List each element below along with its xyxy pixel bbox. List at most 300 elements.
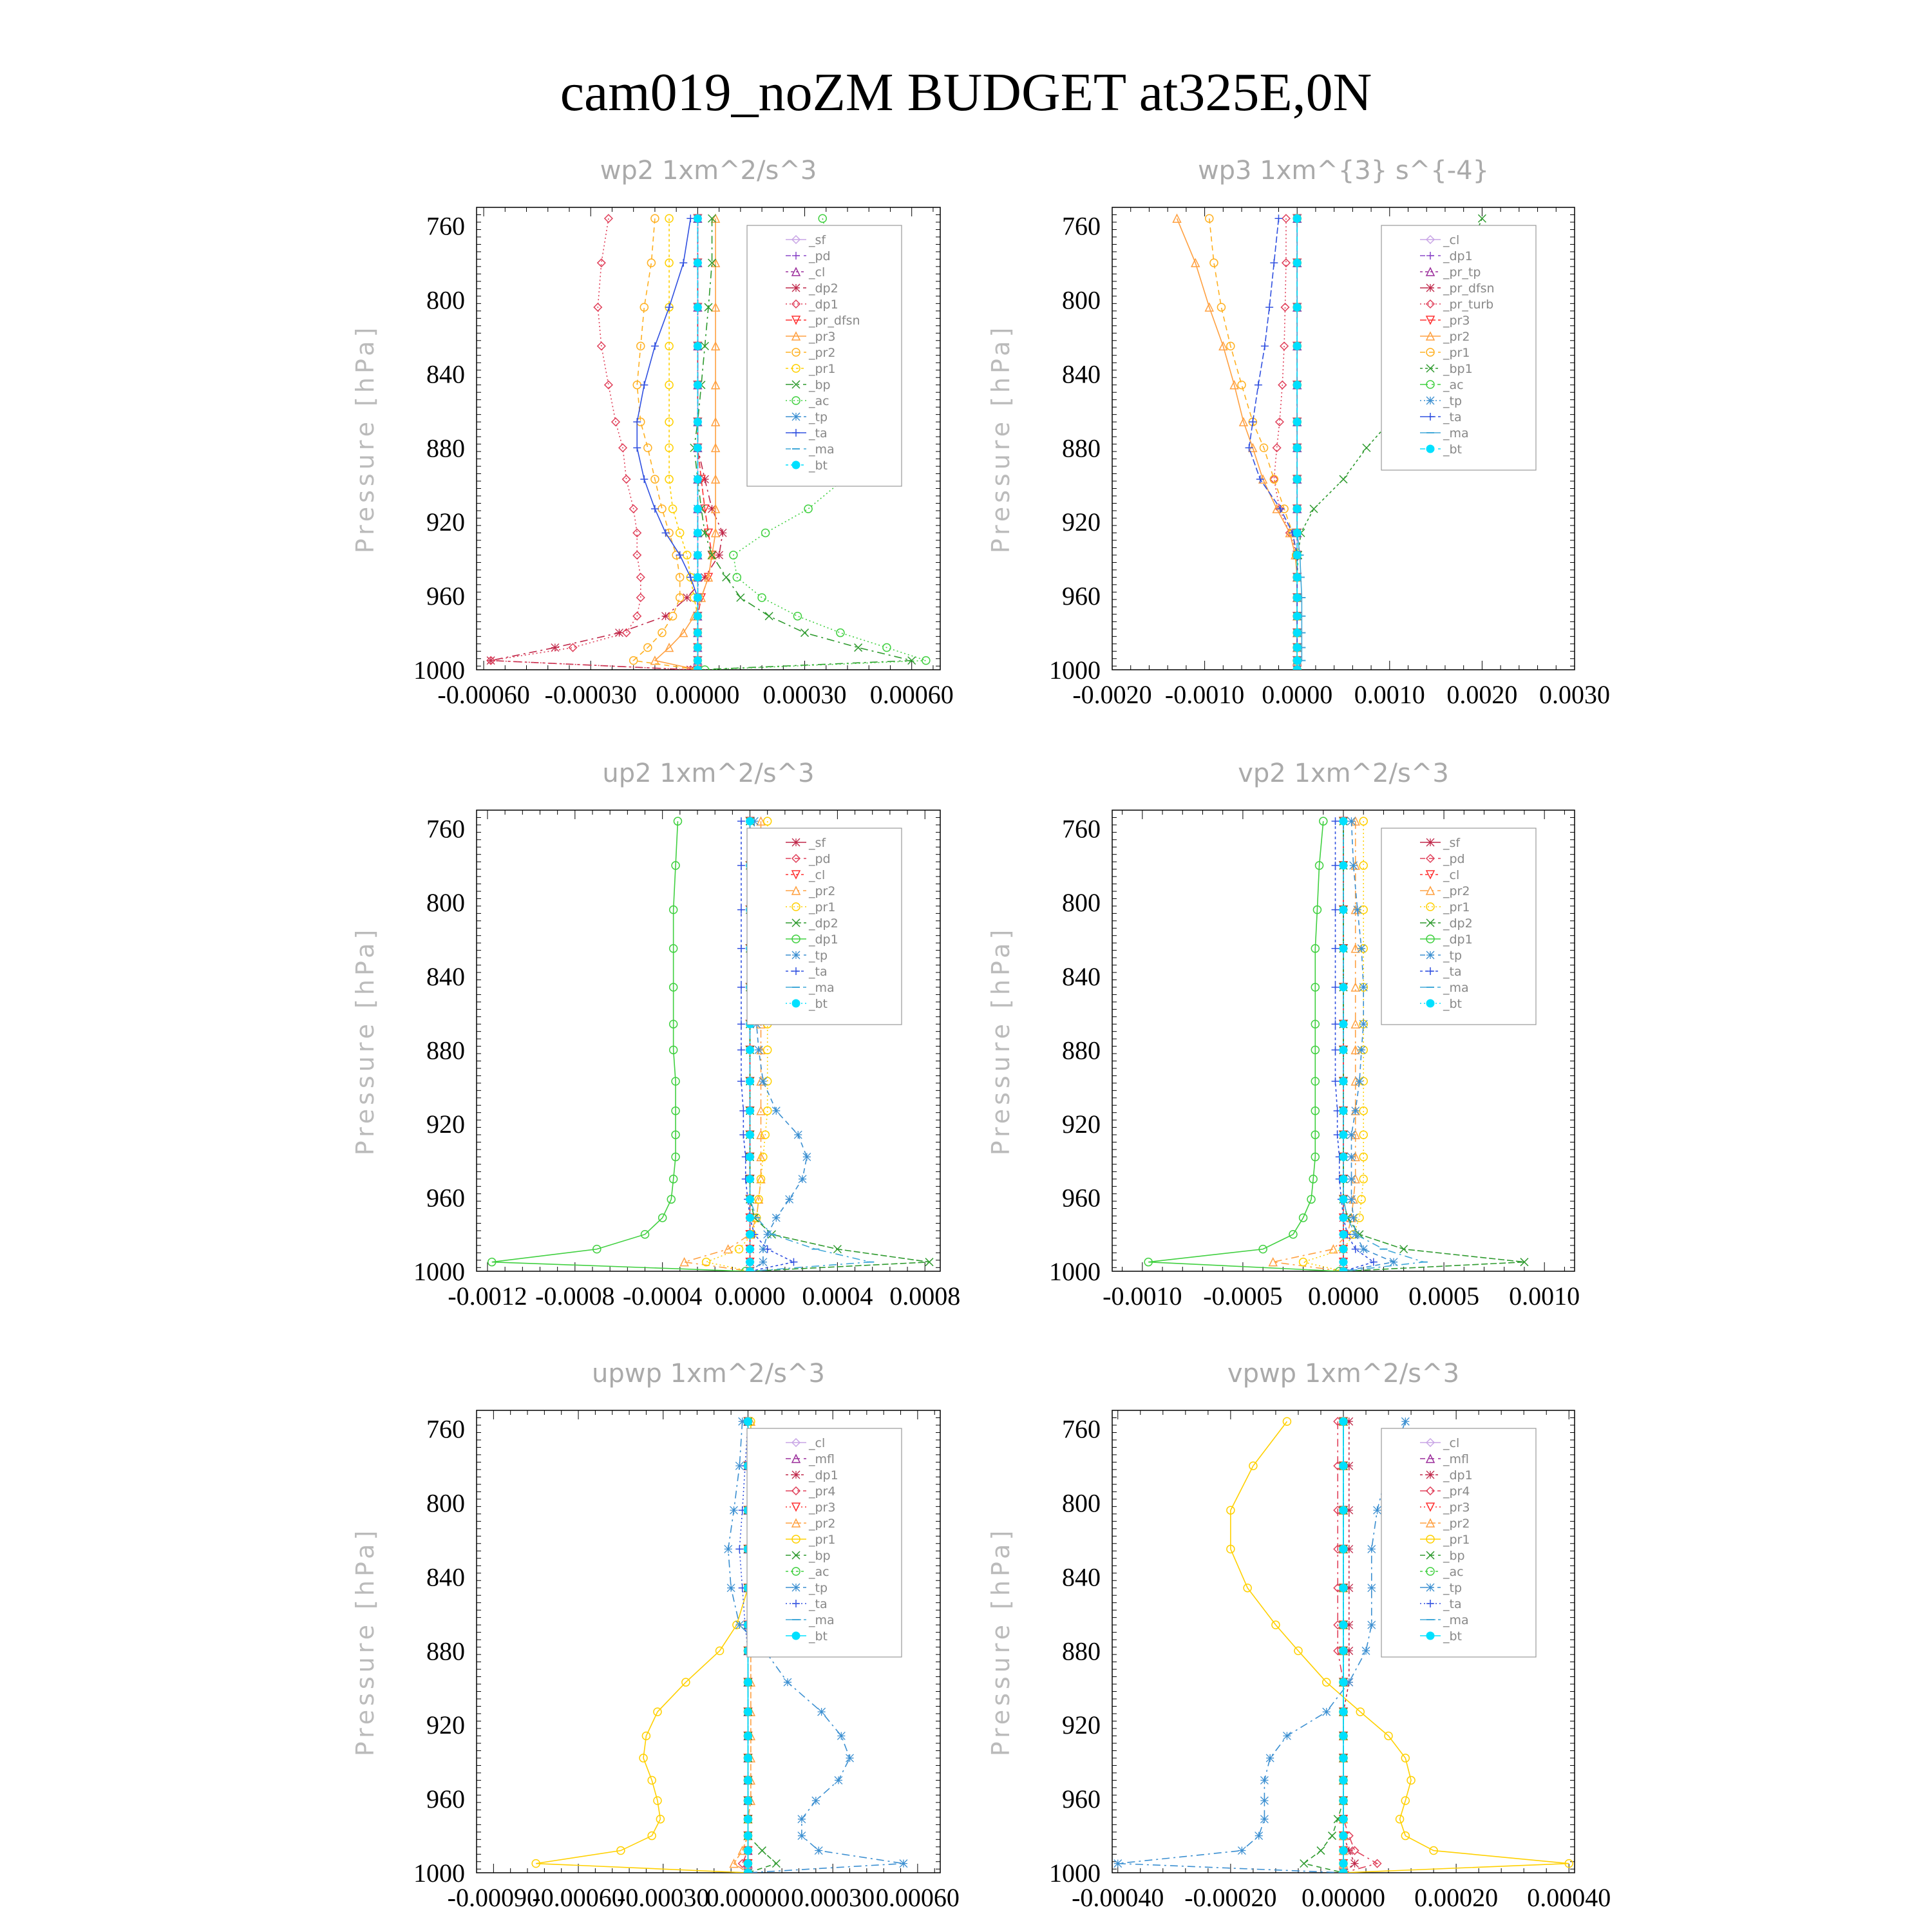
legend-entry: _cl: [1443, 1436, 1460, 1450]
data-point: [1114, 1860, 1122, 1868]
data-point: [1340, 817, 1347, 825]
data-point: [818, 1708, 826, 1716]
data-point: [1352, 1245, 1359, 1253]
data-point: [1340, 1832, 1347, 1840]
data-point: [792, 1584, 800, 1591]
data-point: [1332, 983, 1340, 991]
data-point: [759, 1077, 767, 1085]
data-point: [1310, 505, 1318, 513]
data-point: [744, 1847, 752, 1855]
data-point: [1347, 1131, 1355, 1139]
data-point: [640, 381, 648, 389]
chart-panel-3: [351, 759, 960, 1311]
panel-title: up2 1xm^2/s^3: [602, 759, 815, 788]
data-point: [651, 505, 659, 513]
data-point: [746, 1245, 754, 1253]
legend-entry: _pr3: [1443, 1501, 1470, 1515]
data-point: [1293, 644, 1301, 652]
legend-entry: _ta: [809, 965, 828, 979]
legend-entry: _tp: [1443, 949, 1463, 963]
data-point: [1350, 862, 1358, 869]
x-tick-label: 0.00030: [791, 1883, 875, 1912]
x-tick-label: 0.00000: [1302, 1883, 1385, 1912]
data-point: [1363, 444, 1370, 451]
x-tick-label: -0.0020: [1072, 680, 1152, 709]
y-tick-label: 840: [426, 1562, 465, 1592]
data-point: [662, 612, 670, 620]
y-axis-label: Pressure [hPa]: [351, 1526, 379, 1757]
data-point: [1317, 1847, 1325, 1855]
data-point: [640, 475, 648, 483]
y-tick-label: 960: [1062, 1183, 1101, 1213]
series-line-pr2: [1177, 218, 1298, 670]
data-point: [1340, 945, 1347, 952]
data-point: [746, 1107, 754, 1115]
data-point: [1238, 381, 1245, 389]
data-point: [1362, 1647, 1370, 1654]
y-tick-label: 1000: [413, 656, 465, 685]
legend-entry: _tp: [1443, 1581, 1463, 1595]
y-tick-label: 920: [426, 1710, 465, 1740]
legend-entry: _pr2: [809, 884, 836, 898]
data-point: [1265, 303, 1273, 311]
data-point: [737, 983, 745, 991]
legend-entry: _ma: [1443, 1613, 1469, 1627]
y-axis-label: Pressure [hPa]: [987, 323, 1015, 554]
data-point: [1426, 999, 1434, 1007]
data-point: [1323, 1708, 1331, 1716]
data-point: [1340, 1647, 1347, 1654]
data-point: [1260, 1776, 1268, 1784]
data-point: [1340, 1245, 1347, 1253]
y-axis-label: Pressure [hPa]: [987, 925, 1015, 1156]
y-tick-label: 1000: [1049, 1859, 1101, 1888]
y-tick-label: 920: [1062, 1109, 1101, 1139]
chart-panel-5: [351, 1359, 960, 1912]
data-point: [746, 1131, 754, 1139]
legend-entry: _pr1: [809, 362, 836, 376]
y-axis-label: Pressure [hPa]: [351, 323, 379, 554]
data-point: [1340, 1131, 1347, 1139]
data-point: [801, 629, 809, 637]
x-tick-label: 0.0010: [1509, 1282, 1580, 1311]
legend-entry: _sf: [809, 233, 826, 247]
series-line-pr1: [1303, 821, 1364, 1271]
y-tick-label: 840: [426, 961, 465, 991]
y-tick-label: 880: [426, 433, 465, 463]
data-point: [737, 862, 745, 869]
data-point: [746, 1214, 754, 1222]
y-tick-label: 760: [426, 814, 465, 844]
data-point: [1332, 1020, 1340, 1028]
y-tick-label: 800: [426, 285, 465, 315]
legend-entry: _pd: [809, 249, 831, 263]
data-point: [1293, 214, 1301, 222]
legend-entry: _dp1: [1443, 1468, 1473, 1482]
data-point: [1351, 1860, 1359, 1868]
legend-entry: _pr2: [809, 346, 836, 360]
data-point: [798, 1815, 806, 1823]
x-tick-label: 0.00060: [869, 680, 954, 709]
legend-entry: _ac: [1443, 1565, 1464, 1579]
legend-entry: _pr1: [1443, 900, 1470, 914]
y-tick-label: 880: [1062, 1636, 1101, 1666]
data-point: [794, 1131, 802, 1139]
data-point: [735, 1545, 743, 1553]
legend-entry: _pr_tp: [1443, 265, 1481, 279]
data-point: [1426, 397, 1434, 404]
data-point: [1293, 505, 1301, 513]
data-point: [1358, 945, 1365, 952]
data-point: [804, 505, 812, 513]
data-point: [746, 1077, 754, 1085]
data-point: [1340, 1545, 1347, 1553]
chart-panel-2: [987, 156, 1610, 709]
legend-entry: _pr1: [1443, 1533, 1470, 1547]
x-tick-label: -0.00060: [532, 1883, 625, 1912]
legend-entry: _bt: [809, 1629, 828, 1643]
legend-entry: _dp1: [1443, 249, 1473, 263]
y-axis-label: Pressure [hPa]: [351, 925, 379, 1156]
data-point: [1340, 1847, 1347, 1855]
legend-entry: _pr2: [1443, 330, 1470, 344]
legend-entry: _pr1: [809, 1533, 836, 1547]
y-tick-label: 840: [1062, 359, 1101, 389]
legend-entry: _bt: [1443, 1629, 1463, 1643]
legend-entry: _bp: [1443, 1549, 1465, 1563]
y-tick-label: 960: [1062, 1785, 1101, 1814]
data-point: [1340, 1231, 1347, 1238]
panel-title: wp3 1xm^{3} s^{-4}: [1197, 156, 1490, 185]
data-point: [719, 529, 726, 536]
x-tick-label: 0.0008: [889, 1282, 961, 1311]
data-point: [1340, 1860, 1347, 1868]
legend-entry: _tp: [1443, 394, 1463, 408]
legend-entry: _pr1: [1443, 346, 1470, 360]
data-point: [793, 612, 801, 620]
data-point: [1276, 418, 1283, 426]
data-point: [1340, 475, 1347, 483]
legend-entry: _pr4: [1443, 1484, 1470, 1499]
data-point: [1426, 838, 1434, 846]
data-point: [1293, 666, 1301, 674]
data-point: [1266, 1754, 1274, 1762]
x-tick-label: 0.0004: [802, 1282, 873, 1311]
data-point: [784, 1678, 791, 1686]
y-tick-label: 760: [426, 211, 465, 241]
data-point: [1293, 594, 1301, 601]
data-point: [744, 1732, 752, 1739]
legend-entry: _bt: [809, 997, 828, 1011]
data-point: [737, 1046, 745, 1054]
x-tick-label: -0.00030: [617, 1883, 710, 1912]
data-point: [1332, 945, 1340, 952]
data-point: [846, 1754, 854, 1762]
legend-entry: _ma: [809, 1613, 835, 1627]
legend-entry: _tp: [809, 1581, 828, 1595]
data-point: [1332, 862, 1340, 869]
legend-entry: _pr2: [809, 1517, 836, 1531]
data-point: [694, 214, 701, 222]
data-point: [1356, 1077, 1363, 1085]
data-point: [737, 945, 745, 952]
series-line-dp1: [492, 821, 746, 1271]
legend-entry: _ac: [809, 1565, 829, 1579]
data-point: [744, 1860, 752, 1868]
series-line-pr2: [634, 218, 698, 670]
data-point: [694, 475, 701, 483]
data-point: [727, 1584, 735, 1592]
data-point: [715, 551, 723, 559]
y-tick-label: 920: [426, 507, 465, 537]
data-point: [1332, 1077, 1340, 1085]
data-point: [644, 444, 652, 451]
data-point: [758, 1847, 766, 1855]
data-point: [1332, 1046, 1340, 1054]
x-tick-label: 0.0020: [1446, 680, 1518, 709]
legend-entry: _ac: [1443, 378, 1464, 392]
data-point: [1340, 1869, 1347, 1877]
legend-entry: _ta: [809, 426, 828, 440]
legend-entry: _pr4: [809, 1484, 836, 1499]
y-tick-label: 1000: [413, 1257, 465, 1286]
data-point: [683, 594, 691, 601]
data-point: [1340, 1258, 1347, 1266]
data-point: [679, 259, 687, 267]
x-tick-label: 0.00060: [875, 1883, 960, 1912]
legend-entry: _dp1: [809, 298, 838, 312]
x-tick-label: 0.0030: [1539, 680, 1610, 709]
legend-entry: _ta: [1443, 1597, 1462, 1611]
y-tick-label: 800: [426, 1488, 465, 1518]
data-point: [1426, 1584, 1434, 1591]
data-point: [633, 444, 641, 451]
legend-entry: _pr_turb: [1443, 298, 1494, 312]
data-point: [790, 1258, 797, 1266]
legend-entry: _bp1: [1443, 362, 1473, 376]
y-tick-label: 800: [1062, 888, 1101, 918]
data-point: [759, 1258, 767, 1266]
legend-entry: _pr3: [809, 1501, 836, 1515]
y-tick-label: 880: [426, 1036, 465, 1065]
data-point: [1340, 1195, 1347, 1203]
panel-title: vp2 1xm^2/s^3: [1238, 759, 1449, 788]
data-point: [746, 1267, 754, 1275]
data-point: [1352, 1107, 1359, 1115]
x-tick-label: 0.0010: [1354, 680, 1425, 709]
data-point: [651, 342, 659, 350]
data-point: [1261, 342, 1269, 350]
data-point: [1260, 1797, 1268, 1804]
data-point: [694, 505, 701, 513]
data-point: [1340, 1797, 1347, 1804]
y-tick-label: 880: [1062, 1036, 1101, 1065]
data-point: [792, 999, 800, 1007]
panel-title: upwp 1xm^2/s^3: [592, 1359, 825, 1388]
x-tick-label: -0.0008: [535, 1282, 615, 1311]
data-point: [772, 1214, 780, 1222]
legend: [1381, 225, 1536, 470]
data-point: [1401, 1417, 1409, 1425]
x-tick-label: 0.00000: [706, 1883, 790, 1912]
data-point: [694, 418, 701, 426]
data-point: [1426, 284, 1434, 292]
x-tick-label: -0.0010: [1103, 1282, 1182, 1311]
x-tick-label: -0.00040: [1072, 1883, 1164, 1912]
data-point: [694, 444, 701, 451]
data-point: [551, 644, 559, 652]
data-point: [837, 1732, 845, 1739]
panel-title: wp2 1xm^2/s^3: [600, 156, 817, 185]
legend-entry: _ta: [809, 1597, 828, 1611]
data-point: [737, 817, 745, 825]
data-point: [1293, 259, 1301, 267]
legend-entry: _cl: [809, 1436, 826, 1450]
data-point: [1340, 1506, 1347, 1514]
data-point: [772, 1860, 780, 1868]
y-tick-label: 960: [426, 1785, 465, 1814]
data-point: [658, 505, 666, 513]
data-point: [1293, 529, 1301, 536]
panel-title: vpwp 1xm^2/s^3: [1227, 1359, 1460, 1388]
series-line-pr3: [655, 218, 715, 670]
y-tick-label: 760: [1062, 1414, 1101, 1444]
data-point: [694, 629, 701, 637]
legend: [1381, 1428, 1536, 1657]
data-point: [1340, 1175, 1347, 1183]
data-point: [792, 1632, 800, 1640]
legend-entry: _bt: [1443, 997, 1463, 1011]
data-point: [1300, 1258, 1307, 1266]
data-point: [1238, 1847, 1245, 1855]
data-point: [1426, 951, 1434, 959]
data-point: [694, 529, 701, 536]
y-tick-label: 960: [426, 1183, 465, 1213]
legend-entry: _dp1: [1443, 933, 1473, 947]
data-point: [694, 573, 701, 581]
y-tick-label: 960: [1062, 582, 1101, 611]
data-point: [1368, 1621, 1376, 1629]
data-point: [1293, 573, 1301, 581]
data-point: [737, 906, 745, 914]
data-point: [694, 551, 701, 559]
data-point: [737, 594, 744, 601]
data-point: [1328, 1832, 1336, 1840]
data-point: [633, 418, 641, 426]
data-point: [1340, 1776, 1347, 1784]
legend-entry: _sf: [809, 836, 826, 850]
data-point: [694, 657, 701, 665]
data-point: [1359, 1245, 1367, 1253]
data-point: [737, 1020, 745, 1028]
legend-entry: _ma: [1443, 981, 1469, 995]
data-point: [746, 1175, 754, 1183]
data-point: [1368, 1584, 1376, 1592]
x-tick-label: 0.00030: [762, 680, 847, 709]
data-point: [1340, 1020, 1347, 1028]
data-point: [1300, 1860, 1308, 1868]
data-point: [1340, 983, 1347, 991]
legend-entry: _pr_dfsn: [809, 314, 860, 328]
data-point: [1293, 657, 1301, 665]
data-point: [744, 1869, 752, 1877]
legend-entry: _cl: [809, 265, 826, 279]
legend-entry: _tp: [809, 949, 828, 963]
legend: [747, 1428, 902, 1657]
data-point: [1340, 1153, 1347, 1160]
legend-entry: _cl: [1443, 233, 1460, 247]
y-tick-label: 840: [1062, 1562, 1101, 1592]
legend-entry: _ac: [809, 394, 829, 408]
data-point: [746, 1046, 754, 1054]
x-tick-label: 0.00000: [656, 680, 740, 709]
legend-entry: _sf: [1443, 836, 1461, 850]
legend-entry: _ta: [1443, 965, 1462, 979]
data-point: [737, 1077, 745, 1085]
data-point: [623, 475, 630, 483]
data-point: [1340, 906, 1347, 914]
legend: [747, 225, 902, 486]
legend-entry: _pr3: [1443, 314, 1470, 328]
chart-panel-4: [987, 759, 1580, 1311]
data-point: [1340, 1107, 1347, 1115]
legend-entry: _pr3: [809, 330, 836, 344]
data-point: [1270, 259, 1278, 267]
data-point: [1293, 381, 1301, 389]
data-point: [786, 1195, 793, 1203]
data-point: [694, 342, 701, 350]
data-point: [900, 1860, 907, 1868]
data-point: [1347, 1153, 1355, 1160]
data-point: [746, 1258, 754, 1266]
x-tick-label: -0.00030: [544, 680, 637, 709]
legend-entry: _dp2: [809, 281, 838, 296]
data-point: [746, 817, 754, 825]
data-point: [669, 612, 677, 620]
y-tick-label: 800: [426, 888, 465, 918]
data-point: [1426, 1632, 1434, 1640]
data-point: [694, 381, 701, 389]
legend-entry: _dp2: [809, 916, 838, 931]
legend-entry: _cl: [809, 868, 826, 882]
data-point: [1283, 1732, 1291, 1739]
legend-entry: _bt: [1443, 442, 1463, 457]
series-line-dp2: [491, 218, 723, 670]
data-point: [1340, 1267, 1347, 1275]
legend-entry: _pd: [809, 852, 831, 866]
x-tick-label: -0.0010: [1164, 680, 1245, 709]
y-tick-label: 800: [1062, 285, 1101, 315]
data-point: [687, 214, 694, 222]
data-point: [730, 1506, 738, 1514]
legend-entry: _mfl: [1443, 1452, 1469, 1466]
data-point: [1260, 1815, 1268, 1823]
data-point: [798, 1832, 806, 1840]
legend-entry: _mfl: [809, 1452, 835, 1466]
y-tick-label: 1000: [1049, 1257, 1101, 1286]
y-tick-label: 1000: [1049, 656, 1101, 685]
data-point: [758, 594, 766, 601]
x-tick-label: 0.0005: [1408, 1282, 1480, 1311]
data-point: [744, 1678, 752, 1686]
y-tick-label: 1000: [413, 1859, 465, 1888]
y-tick-label: 840: [426, 359, 465, 389]
data-point: [792, 1471, 800, 1479]
legend-entry: _pr2: [1443, 1517, 1470, 1531]
x-tick-label: 0.0000: [714, 1282, 786, 1311]
y-tick-label: 840: [1062, 961, 1101, 991]
data-point: [744, 1708, 752, 1716]
